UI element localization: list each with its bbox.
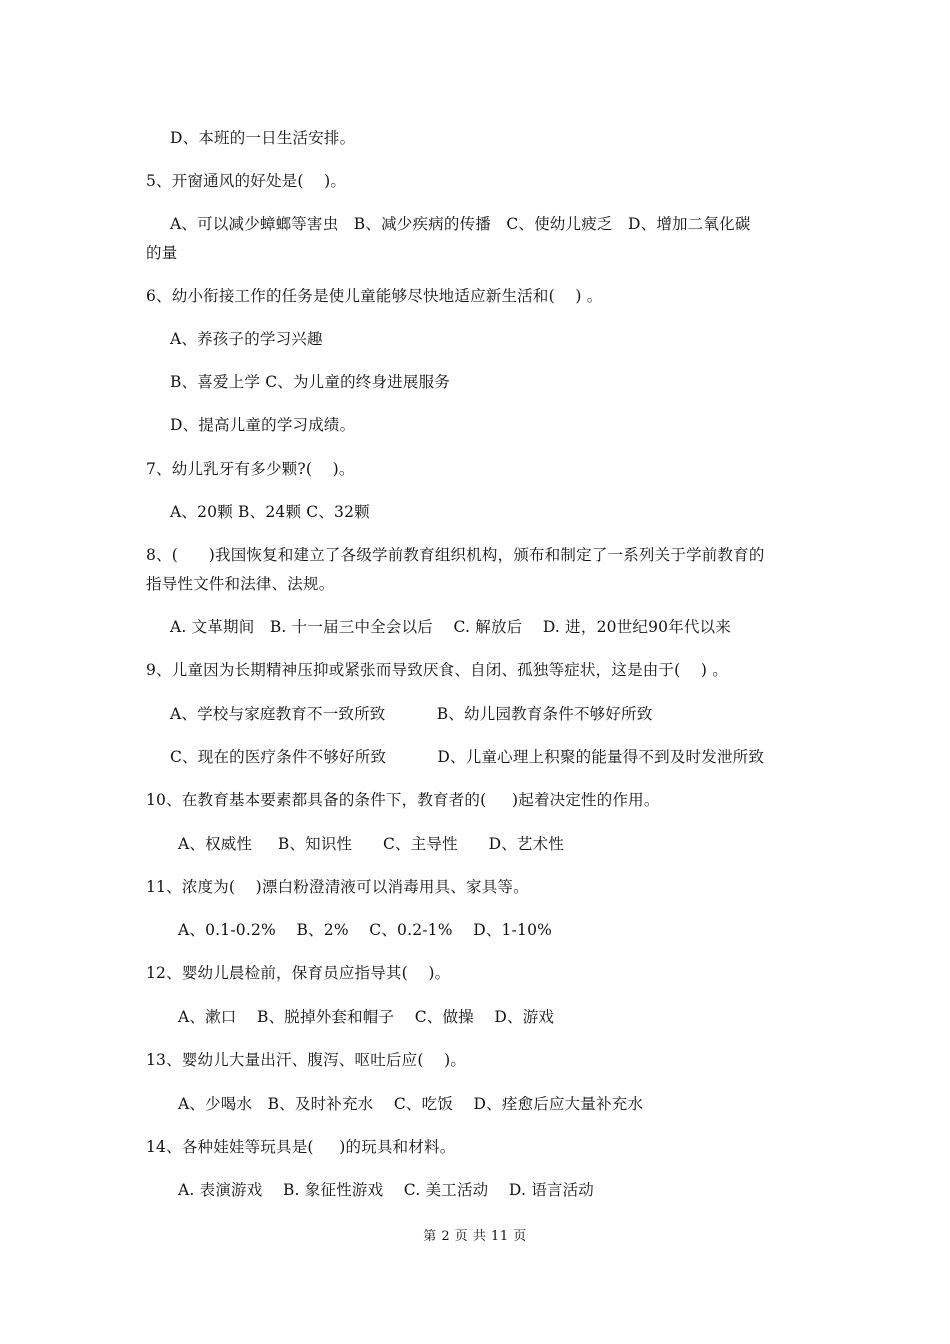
q14-options: A. 表演游戏 B. 象征性游戏 C. 美工活动 D. 语言活动 — [178, 1181, 595, 1199]
q6-option-d: D、提高儿童的学习成绩。 — [170, 416, 356, 434]
question-13: 13、婴幼儿大量出汗、腹泻、呕吐后应( )。 — [146, 1051, 467, 1069]
question-8-cont: 指导性文件和法律、法规。 — [146, 575, 335, 593]
q13-options: A、少喝水 B、及时补充水 C、吃饭 D、痊愈后应大量补充水 — [178, 1095, 644, 1113]
question-5: 5、开窗通风的好处是( )。 — [146, 172, 347, 190]
question-10: 10、在教育基本要素都具备的条件下，教育者的( )起着决定性的作用。 — [146, 791, 660, 809]
q5-options: A、可以减少蟑螂等害虫 B、减少疾病的传播 C、使幼儿疲乏 D、增加二氧化碳 — [170, 215, 751, 233]
q4-option-d: D、本班的一日生活安排。 — [170, 129, 356, 147]
question-7: 7、幼儿乳牙有多少颗?( )。 — [146, 460, 355, 478]
q7-options: A、20颗 B、24颗 C、32颗 — [170, 503, 370, 521]
question-6: 6、幼小衔接工作的任务是使儿童能够尽快地适应新生活和( ) 。 — [146, 287, 603, 305]
q5-options-cont: 的量 — [146, 244, 178, 262]
question-11: 11、浓度为( )漂白粉澄清液可以消毒用具、家具等。 — [146, 878, 529, 896]
question-14: 14、各种娃娃等玩具是( )的玩具和材料。 — [146, 1138, 456, 1156]
q11-options: A、0.1-0.2% B、2% C、0.2-1% D、1-10% — [178, 921, 553, 939]
q6-option-b-c: B、喜爱上学 C、为儿童的终身进展服务 — [170, 373, 450, 391]
page-footer: 第 2 页 共 11 页 — [423, 1229, 527, 1244]
q9-options-cd: C、现在的医疗条件不够好所致 D、儿童心理上积聚的能量得不到及时发泄所致 — [170, 748, 765, 766]
q8-options: A. 文革期间 B. 十一届三中全会以后 C. 解放后 D. 进，20世纪90年代以来 — [170, 618, 732, 636]
question-12: 12、婴幼儿晨检前，保育员应指导其( )。 — [146, 964, 451, 982]
q6-option-a: A、养孩子的学习兴趣 — [170, 330, 323, 348]
q12-options: A、漱口 B、脱掉外套和帽子 C、做操 D、游戏 — [178, 1008, 555, 1026]
question-9: 9、儿童因为长期精神压抑或紧张而导致厌食、自闭、孤独等症状，这是由于( ) 。 — [146, 661, 728, 679]
q9-options-ab: A、学校与家庭教育不一致所致 B、幼儿园教育条件不够好所致 — [170, 705, 653, 723]
question-8: 8、( )我国恢复和建立了各级学前教育组织机构，颁布和制定了一系列关于学前教育的 — [146, 546, 765, 564]
q10-options: A、权威性 B、知识性 C、主导性 D、艺术性 — [178, 835, 565, 853]
